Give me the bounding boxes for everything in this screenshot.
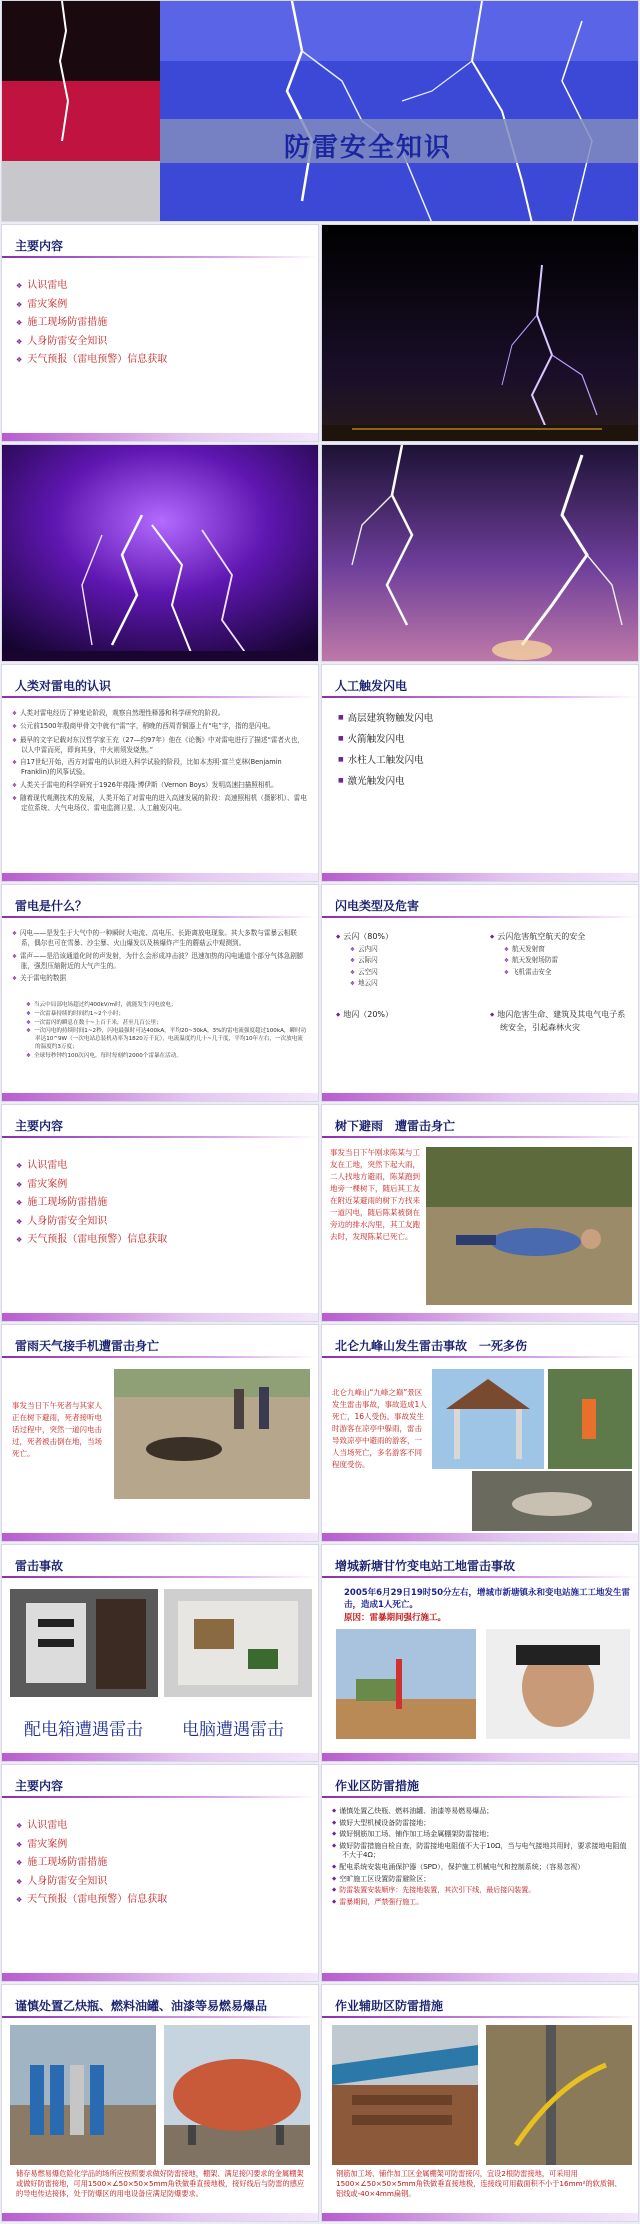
whatis-heading: 雷电是什么？ <box>15 899 88 913</box>
purple-storm-image <box>2 445 319 662</box>
toc-item: ❖ 人身防雷安全知识 <box>16 1873 167 1892</box>
ground-flash-label: ◆ 地闪（20%） <box>336 1009 486 1022</box>
distribution-box-caption: 配电箱遭遇雷击 <box>24 1720 143 1740</box>
case-phone-heading: 雷雨天气接手机遭雷击身亡 <box>15 1339 160 1353</box>
dusk-lightning-image <box>322 445 639 662</box>
title-rule <box>2 1796 318 1798</box>
substation-site-photo <box>336 1629 476 1739</box>
data-item: ❖ 当云中局部电场超过约400kV/m时，就能发生闪电放电； <box>26 1002 308 1010</box>
title-rule <box>322 2016 638 2018</box>
footer-bar <box>322 1753 638 1761</box>
rebar-shed-photo <box>332 2025 478 2165</box>
data-item: ❖ 一次雷暴持续的时间约1~2个小时； <box>26 1011 308 1019</box>
victim-portrait-photo <box>486 1629 630 1739</box>
whatis-item: ❖ 关于雷电的数据 <box>12 974 308 984</box>
aux-slide <box>321 1984 639 2222</box>
trigger-item: ■ 激光触发闪电 <box>338 774 433 789</box>
toc-item: ❖ 人身防雷安全知识 <box>16 1213 167 1232</box>
toc-item: ❖ 施工现场防雷措施 <box>16 1854 167 1873</box>
title-rule <box>2 1136 318 1138</box>
toc-item: ❖ 认识雷电 <box>16 1817 167 1836</box>
trigger-item: ■ 水柱人工触发闪电 <box>338 753 433 768</box>
cloud-flash-label: ◆ 云闪（80%） <box>336 931 486 944</box>
cloud-risk-label: ◆ 云闪危害航空航天的安全 <box>490 931 630 944</box>
case-zengcheng-cause: 原因：雷暴期间强行施工。 <box>344 1613 447 1623</box>
cloud-flash-type: ❖ 云空闪 <box>350 968 378 978</box>
title-rule <box>2 696 318 698</box>
photo-slide-night-lightning <box>321 224 639 442</box>
toc-slide-3 <box>1 1764 319 1982</box>
measure-item: ◆ 空旷施工区设置防雷避险区； <box>332 1875 630 1885</box>
ground-risk-label: ◆ 地闪危害生命、建筑及其电气电子系统安全，引起森林火灾 <box>490 1009 630 1033</box>
whatis-item: ❖ 雷声——是沿该通道化时的声发射，为什么会形成冲击波？迅速加热的闪电通道个部分气体急剧膨胀，强烈压缩附近的大气产生的。 <box>12 952 308 972</box>
title-rule <box>322 1356 638 1358</box>
trigger-slide <box>321 664 639 882</box>
cover-lightning-image <box>2 1 639 222</box>
types-slide <box>321 884 639 1102</box>
recognition-item: ❖ 最早的文字记载对东汉哲学家王充（27—约97年）他在《论衡》中对雷电进行了描述“雷者火也，以人中雷而死，即询其身，中火则须发烧焦。” <box>12 736 308 756</box>
data-item: ❖ 一次闪电的持续时间1~2秒，闪电最强时可达400kA，平均20~30kA，3%的雷电流强度超过100kA，瞬时功率达10^9W（一次电站总装机功率为1820万千瓦），电流温度约几十~几千度，平均10年左右，一次放电流的温度约3万度； <box>26 1028 308 1051</box>
measures-heading: 作业区防雷措施 <box>335 1779 420 1793</box>
case-beilun-slide <box>321 1324 639 1542</box>
toc-item: ❖ 认识雷电 <box>16 277 167 296</box>
footer-bar <box>2 433 318 441</box>
case-tree-heading: 树下避雨 遭雷击身亡 <box>335 1119 456 1133</box>
toc-item: ❖ 雷灾案例 <box>16 296 167 315</box>
flammable-heading: 谨慎处置乙炔瓶、燃料油罐、油漆等易燃易爆品 <box>15 1999 268 2013</box>
flammable-note: 储存易燃易爆危险化学品的场所应按照要求做好防雷接地，棚架、满足接闪要求的金属棚架或做好防雷接地，可用1500×∠50×50×5mm角铁做垂直接地极，接好线后与防雷的感应的导电传达接体，处于防爆区的用电设备应满足防爆要求。 <box>16 2169 305 2198</box>
whatis-data-list <box>26 1002 308 1062</box>
flammable-slide <box>1 1984 319 2222</box>
case-tree-slide <box>321 1104 639 1322</box>
cloud-flash-type: ❖ 地云闪 <box>350 979 378 989</box>
title-rule <box>2 1356 318 1358</box>
case-beilun-heading: 北仑九峰山发生雷击事故 一死多伤 <box>335 1339 528 1353</box>
footer-bar <box>2 1973 318 1981</box>
types-heading: 闪电类型及危害 <box>335 899 420 913</box>
case-phone-slide <box>1 1324 319 1542</box>
toc-item: ❖ 天气预报（雷电预警）信息获取 <box>16 1231 167 1250</box>
data-item: ❖ 全球每秒钟约100次闪电，每时每刻约2000个雷暴在活动。 <box>26 1053 308 1061</box>
title-rule <box>322 696 638 698</box>
gas-cylinders-photo <box>10 2025 156 2165</box>
measures-slide <box>321 1764 639 1982</box>
victim-phone-photo <box>114 1369 310 1499</box>
recognition-item: ❖ 人类关于雷电的科学研究于1926年弗隆·博伊斯（Vernon Boys）发明高速扫描照相机。 <box>12 781 308 791</box>
toc-item: ❖ 施工现场防雷措施 <box>16 314 167 333</box>
trigger-item: ■ 高层建筑物触发闪电 <box>338 711 433 726</box>
title-rule <box>2 2016 318 2018</box>
toc-item: ❖ 人身防雷安全知识 <box>16 333 167 352</box>
footer-bar <box>322 1533 638 1541</box>
aux-note: 钢筋加工场、铺作加工区金属棚架可防雷接闪，宜设2根防雷接地，可采用用1500×∠50×50×5mm角铁做垂直接地极，连接线可用截面积不小于16mm²的软质铜、铝线或-40×4mm扁钢。 <box>336 2169 622 2198</box>
footer-bar <box>2 873 318 881</box>
trigger-heading: 人工触发闪电 <box>335 679 408 693</box>
footer-bar <box>322 2213 638 2221</box>
toc-item: ❖ 天气预报（雷电预警）信息获取 <box>16 1891 167 1910</box>
title-rule <box>2 1576 318 1578</box>
footer-bar <box>2 1093 318 1101</box>
recognition-list <box>12 709 308 817</box>
recognition-item: ❖ 自17世纪开始，西方对雷电的认识进入科学试验的阶段，比如本杰明·富兰克林(Benjamin Franklin)的风筝试验。 <box>12 758 308 778</box>
pavilion-photos <box>432 1369 632 1531</box>
recognition-heading: 人类对雷电的认识 <box>15 679 112 693</box>
computer-board-photo <box>164 1589 312 1697</box>
case-lightning-heading: 雷击事故 <box>15 1559 64 1573</box>
toc-list <box>16 1817 167 1910</box>
case-zengcheng-heading: 增城新塘甘竹变电站工地雷击事故 <box>335 1559 516 1573</box>
title-rule <box>322 1796 638 1798</box>
case-phone-text: 事发当日下午死者与其家人正在树下避雨，死者接听电话过程中，突然一道闪电击过，死者被击倒在地，当场死亡。 <box>12 1401 102 1458</box>
case-beilun-text: 北仑九峰山“九峰之巅”景区发生雷击事故，事故造成1人死亡，16人受伤。事故发生时游客在凉亭中躲雨，雷击导致凉亭中避雨的游客，一人当场死亡，多名游客不同程度受伤。 <box>332 1388 427 1469</box>
toc-heading: 主要内容 <box>15 1119 64 1133</box>
toc-slide-2 <box>1 1104 319 1322</box>
footer-bar <box>322 1313 638 1321</box>
computer-caption: 电脑遭遇雷击 <box>182 1720 284 1740</box>
cloud-risk-item: ❖ 飞机雷击安全 <box>504 968 558 978</box>
measure-item: ◆ 做好大型机械设备防雷接地； <box>332 1819 630 1829</box>
toc-heading: 主要内容 <box>15 239 64 253</box>
title-rule <box>322 1576 638 1578</box>
case-lightning-slide <box>1 1544 319 1762</box>
measure-item: ◆ 雷暴期间，严禁强行施工。 <box>332 1898 630 1908</box>
toc-item: ❖ 认识雷电 <box>16 1157 167 1176</box>
recognition-item: ❖ 随着现代观测技术的发展，人类开始了对雷电的进入高速发展的阶段：高速照相机（摄影机）、雷电定位系统、大气电场仪、雷电监测卫星、人工触发闪电。 <box>12 794 308 814</box>
cloud-risk-item: ❖ 航天发射场防雷 <box>504 956 558 966</box>
title-rule <box>322 916 638 918</box>
footer-bar <box>2 1533 318 1541</box>
title-rule <box>322 1136 638 1138</box>
distribution-box-photo <box>10 1589 158 1697</box>
toc-slide-1 <box>1 224 319 442</box>
toc-item: ❖ 施工现场防雷措施 <box>16 1194 167 1213</box>
measure-item: ◆ 防雷装置安装顺序：先接地装置，其次引下线，最后接闪装置。 <box>332 1886 630 1896</box>
whatis-list <box>12 929 308 987</box>
measure-item: ◆ 做好钢筋加工场、铺作加工场金属棚架防雷接地； <box>332 1830 630 1840</box>
toc-list <box>16 1157 167 1250</box>
footer-bar <box>322 873 638 881</box>
footer-bar <box>2 1313 318 1321</box>
trigger-item: ■ 火箭触发闪电 <box>338 732 433 747</box>
footer-bar <box>322 1093 638 1101</box>
case-zengcheng-slide <box>321 1544 639 1762</box>
photo-slide-dusk-lightning <box>321 444 639 662</box>
toc-heading: 主要内容 <box>15 1779 64 1793</box>
recognition-item: ❖ 公元前1500年殷商甲骨文中就有“雷”字，稍晚的西周青铜器上有“电”字，指的是闪电。 <box>12 722 308 732</box>
title-rule <box>2 256 318 258</box>
cloud-risk-sublist <box>504 945 558 979</box>
toc-list <box>16 277 167 370</box>
photo-slide-purple-storm <box>1 444 319 662</box>
ground-risk-list <box>490 1009 630 1036</box>
data-item: ❖ 一次雷闪的瞬息在数十~上百千米，甚至几百公里； <box>26 1020 308 1028</box>
trigger-list <box>338 711 433 795</box>
whatis-item: ❖ 闪电——是发生于大气中的一种瞬时大电流、高电压、长距离放电现象。其大多数与雷暴云相联系，偶尔也可在雪暴、沙尘暴、火山爆发以及核爆炸产生的蘑菇云中观测到。 <box>12 929 308 949</box>
fuel-tank-photo <box>164 2025 310 2165</box>
footer-bar <box>2 1753 318 1761</box>
toc-item: ❖ 天气预报（雷电预警）信息获取 <box>16 351 167 370</box>
whatis-slide <box>1 884 319 1102</box>
cloud-risk-item: ❖ 航天发射窗 <box>504 945 558 955</box>
measure-item: ◆ 做好防雷措施自检自查，防雷接地电阻值不大于10Ω，当与电气接地共用时，要求接地电阻值不大于4Ω； <box>332 1842 630 1861</box>
ground-flash-list <box>336 1009 486 1025</box>
grounding-wire-photo <box>486 2025 632 2165</box>
case-zengcheng-text: 2005年6月29日19时50分左右，增城市新塘镇永和变电站施工工地发生雷击，造成1人死亡。 <box>344 1588 631 1610</box>
cloud-flash-type: ❖ 云内闪 <box>350 945 378 955</box>
recognition-item: ❖ 人类对雷电经历了神鬼论阶段，观察自然理性释器和科学研究的阶段。 <box>12 709 308 719</box>
case-tree-text: 事发当日下午刚求陈某与工友在工地，突然下起大雨，二人找地方避雨，陈某跑到地旁一棵树下，随后其工友在附近某避雨的树下方找来一道闪电，随后陈某被倒在旁边的排水沟里，其工友跑去时，发现陈某已死亡。 <box>330 1148 420 1241</box>
footer-bar <box>2 2213 318 2221</box>
title-rule <box>2 916 318 918</box>
measure-item: ◆ 谨慎处置乙炔瓶、燃料油罐、油漆等易燃易爆品； <box>332 1807 630 1817</box>
measure-item: ◆ 配电系统安装电涌保护器（SPD），保护施工机械电气和控制系统；（容易忽视） <box>332 1863 630 1873</box>
toc-item: ❖ 雷灾案例 <box>16 1836 167 1855</box>
cover-slide <box>1 0 639 222</box>
cover-title: 防雷安全知识 <box>284 133 453 163</box>
victim-under-tree-photo <box>426 1147 632 1305</box>
measures-list <box>332 1807 630 1909</box>
aux-heading: 作业辅助区防雷措施 <box>335 1999 444 2013</box>
footer-bar <box>322 1973 638 1981</box>
cloud-flash-type: ❖ 云际闪 <box>350 956 378 966</box>
night-lightning-image <box>322 225 639 442</box>
cloud-flash-sublist <box>350 945 378 990</box>
recognition-slide <box>1 664 319 882</box>
toc-item: ❖ 雷灾案例 <box>16 1176 167 1195</box>
